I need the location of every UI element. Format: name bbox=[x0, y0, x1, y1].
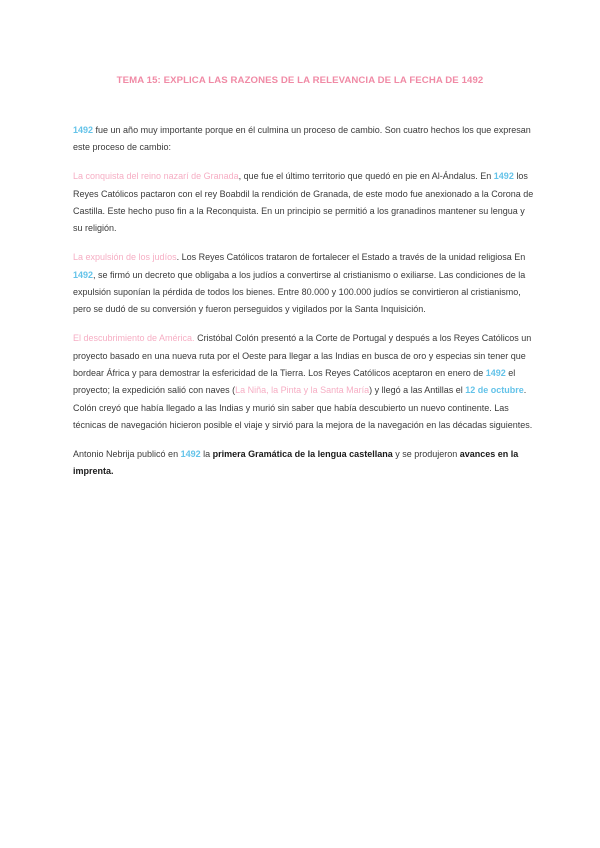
ships-highlight: La Niña, la Pinta y la Santa María bbox=[235, 385, 370, 396]
page-title: TEMA 15: EXPLICA LAS RAZONES DE LA RELEVANCIA DE LA FECHA DE 1492 bbox=[116, 75, 484, 86]
year-highlight: 1492 bbox=[485, 367, 506, 378]
paragraph-text: la bbox=[200, 448, 213, 459]
granada-paragraph bbox=[73, 168, 535, 237]
paragraph-text: , se firmó un decreto que obligaba a los judíos a convertirse al cristianismo o exiliarse. Las condiciones de la expulsión suponían la pérdida de todos los bienes. Entre 80.000 y 100.000 judíos se convirtieron al cristianismo, pero se dudó de su conversión y fueron perseguidos y vigilados por la Santa Inquisición. bbox=[73, 269, 526, 315]
paragraph-text: y se produjeron bbox=[392, 448, 460, 459]
paragraph-text: el proyecto; la expedición salió con naves ( bbox=[73, 367, 516, 396]
section-heading-judios: La expulsión de los judíos bbox=[73, 252, 177, 263]
date-highlight: 12 de octubre bbox=[465, 385, 524, 396]
year-highlight: 1492 bbox=[180, 448, 201, 459]
america-paragraph bbox=[73, 330, 535, 434]
nebrija-paragraph bbox=[73, 446, 535, 481]
paragraph-text: . Colón creyó que había llegado a las Indias y murió sin saber que había descubierto un nuevo continente. Las técnicas de navegación hicieron posible el viaje y sirvió para la mejora de la navegación en las décadas siguientes. bbox=[73, 385, 533, 430]
section-heading-granada: La conquista del reino nazarí de Granada bbox=[73, 171, 239, 182]
year-highlight: 1492 bbox=[73, 269, 94, 280]
paragraph-text: ) y llegó a las Antillas el bbox=[369, 385, 466, 396]
paragraph-text: . Los Reyes Católicos trataron de fortalecer el Estado a través de la unidad religiosa En bbox=[176, 252, 526, 263]
intro-paragraph bbox=[73, 122, 535, 157]
paragraph-text: Antonio Nebrija publicó en bbox=[73, 448, 181, 459]
paragraph-text: , que fue el último territorio que quedó en pie en Al-Ándalus. En bbox=[238, 171, 494, 182]
paragraph-text: Cristóbal Colón presentó a la Corte de Portugal y después a los Reyes Católicos un proyecto basado en una nueva ruta por el Oeste para llegar a las Indias en busca de oro y especias sin tener que bordear África y para demostrar la esfericidad de la Tierra. Los Reyes Católicos aceptaron en enero de bbox=[73, 333, 532, 378]
paragraph-text: fue un año muy importante porque en él culmina un proceso de cambio. Son cuatro hechos los que expresan este proceso de cambio: bbox=[73, 125, 531, 153]
section-heading-america: El descubrimiento de América. bbox=[73, 333, 195, 344]
year-highlight: 1492 bbox=[493, 171, 514, 182]
paragraph-text: los Reyes Católicos pactaron con el rey Boabdil la rendición de Granada, de este modo fue anexionado a la Corona de Castilla. Este hecho puso fin a la Reconquista. En un principio se permitió a los granadinos mantener su lengua y su religión. bbox=[73, 171, 534, 234]
grammar-bold: primera Gramática de la lengua castellana bbox=[212, 448, 393, 459]
judios-paragraph bbox=[73, 249, 535, 318]
year-highlight: 1492 bbox=[73, 125, 94, 135]
press-bold: avances en la imprenta. bbox=[73, 448, 519, 477]
document-body bbox=[73, 122, 535, 492]
